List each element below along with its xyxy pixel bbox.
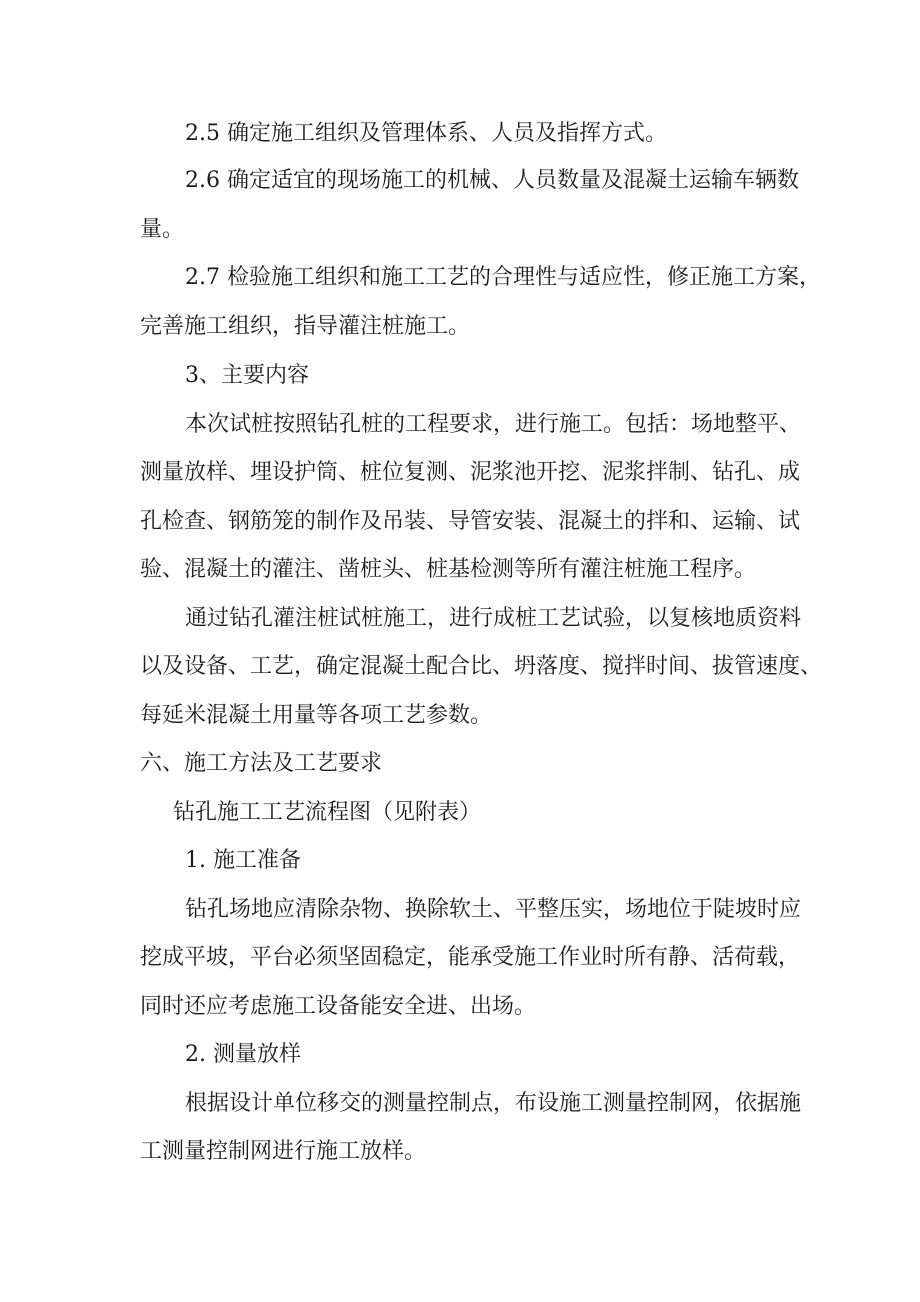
paragraph-2-6-line-2: 量。	[140, 217, 185, 242]
paragraph-trial-line-1: 通过钻孔灌注桩试桩施工，进行成桩工艺试验，以复核地质资料	[185, 606, 802, 631]
section-6-heading: 六、施工方法及工艺要求	[140, 751, 383, 776]
subsection-1-heading: 1. 施工准备	[185, 848, 301, 873]
paragraph-prep-line-2: 挖成平坡，平台必须坚固稳定，能承受施工作业时所有静、活荷载，	[140, 945, 801, 970]
paragraph-2-7-line-1: 2.7 检验施工组织和施工工艺的合理性与适应性，修正施工方案，	[185, 265, 821, 290]
section-3-heading: 3、主要内容	[185, 363, 309, 388]
paragraph-content-line-1: 本次试桩按照钻孔桩的工程要求，进行施工。包括：场地整平、	[185, 412, 802, 437]
paragraph-content-line-3: 孔检查、钢筋笼的制作及吊装、导管安装、混凝土的拌和、运输、试	[140, 509, 801, 534]
paragraph-2-6-line-1: 2.6 确定适宜的现场施工的机械、人员数量及混凝土运输车辆数	[185, 168, 799, 193]
paragraph-survey-line-1: 根据设计单位移交的测量控制点，布设施工测量控制网，依据施	[185, 1091, 802, 1116]
flowchart-reference: 钻孔施工工艺流程图（见附表）	[173, 800, 482, 825]
paragraph-content-line-4: 验、混凝土的灌注、凿桩头、桩基检测等所有灌注桩施工程序。	[140, 557, 757, 582]
paragraph-trial-line-2: 以及设备、工艺，确定混凝土配合比、坍落度、搅拌时间、拔管速度、	[140, 654, 823, 679]
paragraph-prep-line-1: 钻孔场地应清除杂物、换除软土、平整压实，场地位于陡坡时应	[185, 897, 802, 922]
paragraph-2-5: 2.5 确定施工组织及管理体系、人员及指挥方式。	[185, 121, 667, 146]
paragraph-content-line-2: 测量放样、埋设护筒、桩位复测、泥浆池开挖、泥浆拌制、钻孔、成	[140, 460, 801, 485]
paragraph-trial-line-3: 每延米混凝土用量等各项工艺参数。	[140, 703, 493, 728]
paragraph-survey-line-2: 工测量控制网进行施工放样。	[140, 1139, 427, 1164]
paragraph-2-7-line-2: 完善施工组织，指导灌注桩施工。	[140, 314, 471, 339]
subsection-2-heading: 2. 测量放样	[185, 1042, 301, 1067]
paragraph-prep-line-3: 同时还应考虑施工设备能安全进、出场。	[140, 994, 537, 1019]
